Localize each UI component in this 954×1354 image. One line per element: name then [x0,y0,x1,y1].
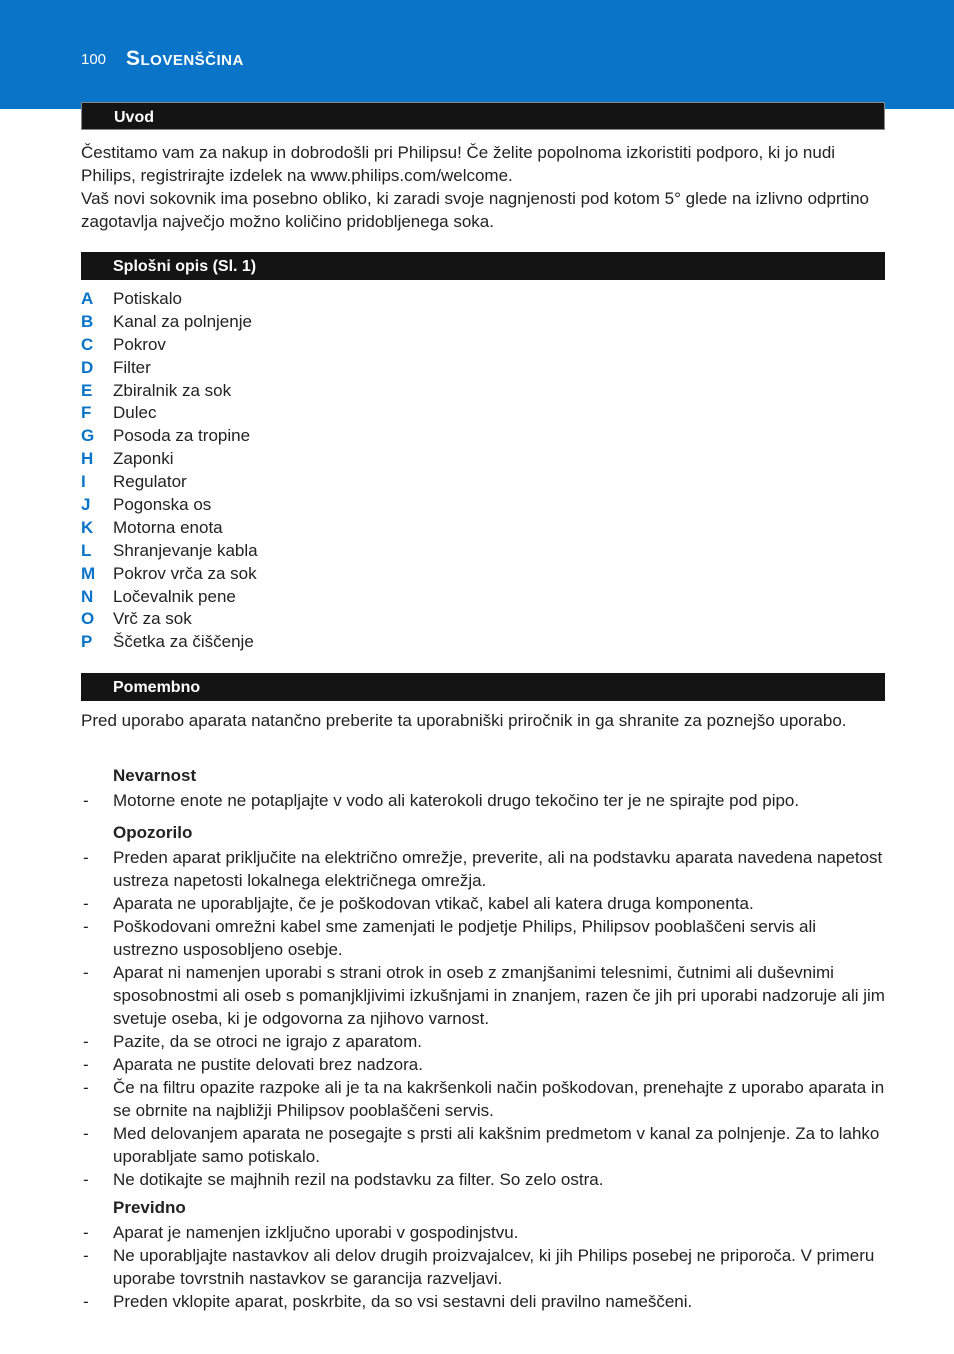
bullet-text: Aparata ne uporabljajte, če je poškodovan vtikač, kabel ali katera druga komponenta. [113,894,754,913]
part-label: Motorna enota [113,517,223,537]
part-letter: N [81,586,94,606]
bullet-dash: - [83,963,89,982]
warning-heading: Opozorilo [113,823,193,842]
part-label: Ločevalnik pene [113,586,236,606]
part-letter: P [81,632,93,652]
list-item [81,1076,885,1122]
bullet-dash: - [83,894,89,913]
intro-paragraph-1: Čestitamo vam za nakup in dobrodošli pri Philipsu! Če želite popolnoma izkoristiti podporo, ki jo nudi Philips, registrirajte izdelek na www.philips.com/welcome. [81,143,836,185]
intro-paragraph-2: Vaš novi sokovnik ima posebno obliko, ki zaradi svoje nagnjenosti pod kotom 5° glede na izlivno odprtino zagotavlja največjo možno količino pridobljenega soka. [81,189,870,231]
list-item [81,402,258,425]
part-letter: B [81,311,94,331]
part-label: Zaponki [113,449,174,469]
part-label: Ščetka za čiščenje [113,632,254,652]
list-item [81,1221,885,1244]
bullet-dash: - [83,1170,89,1189]
part-label: Zbiralnik za sok [113,380,232,400]
list-item [81,961,885,1030]
part-label: Pogonska os [113,495,212,515]
bullet-text: Aparat ni namenjen uporabi s strani otrok in oseb z zmanjšanimi telesnimi, čutnimi ali duševnimi sposobnostmi ali oseb s pomanjkljivimi izkušnjami in znanjem, razen če jih pri uporabi nadzoruje ali jim svetuje oseba, ki je odgovorna za njihovo varnost. [113,963,885,1028]
list-item [81,789,885,812]
list-item [81,1030,885,1053]
part-letter: A [81,289,94,308]
part-letter: H [81,449,94,469]
list-item [81,380,258,403]
bullet-dash: - [83,848,89,867]
part-letter: E [81,380,93,400]
part-letter: L [81,540,92,560]
bullet-dash: - [83,917,89,936]
bullet-text: Med delovanjem aparata ne posegajte s prsti ali kakšnim predmetom v kanal za polnjenje. Za to lahko uporabljate samo potiskalo. [113,1124,880,1166]
bullet-text: Preden vklopite aparat, poskrbite, da so vsi sestavni deli pravilno nameščeni. [113,1292,693,1311]
list-item [81,563,258,586]
part-label: Dulec [113,403,157,423]
bullet-text: Če na filtru opazite razpoke ali je ta na kakršenkoli način poškodovan, prenehajte z uporabo aparata in se obrnite na najbližji Philipsov pooblaščeni servis. [113,1078,885,1120]
part-letter: J [81,495,91,515]
list-item [81,311,258,334]
bullet-dash: - [83,1246,89,1265]
part-letter: I [81,472,86,492]
list-item [81,448,258,471]
list-item [81,517,258,540]
section-heading-general-description: Splošni opis (Sl. 1) [81,252,885,280]
part-label: Filter [113,357,151,377]
bullet-text: Preden aparat priključite na električno omrežje, preverite, ali na podstavku aparata navedena napetost ustreza napetosti lokalnega električnega omrežja. [113,848,883,890]
part-label: Pokrov [113,334,166,354]
list-item [81,1168,885,1191]
important-intro: Pred uporabo aparata natančno preberite ta uporabniški priročnik in ga shranite za poznejšo uporabo. [81,711,847,730]
part-label: Vrč za sok [113,609,192,629]
part-letter: F [81,403,92,423]
list-item [81,1122,885,1168]
bullet-dash: - [83,1078,89,1097]
part-label: Regulator [113,472,187,492]
list-item [81,357,258,380]
bullet-dash: - [83,1223,89,1242]
part-letter: K [81,517,94,537]
part-letter: O [81,609,95,629]
bullet-dash: - [83,1124,89,1143]
list-item [81,334,258,357]
part-label: Kanal za polnjenje [113,311,252,331]
list-item [81,471,258,494]
section-heading-important: Pomembno [81,673,885,701]
list-item [81,586,258,609]
part-label: Pokrov vrča za sok [113,563,257,583]
warning-list [81,846,885,1191]
parts-list [81,288,258,654]
bullet-dash: - [83,1055,89,1074]
danger-list [81,789,885,812]
bullet-text: Ne uporabljajte nastavkov ali delov drugih proizvajalcev, ki jih Philips posebej ne priporoča. V primeru uporabe tovrstnih nastavkov se garancija razveljavi. [113,1246,875,1288]
list-item [81,1244,885,1290]
list-item [81,631,258,654]
section-heading-uvod: Uvod [81,102,885,130]
part-letter: C [81,334,94,354]
list-item [81,425,258,448]
part-letter: G [81,426,95,446]
list-item [81,540,258,563]
list-item [81,288,258,311]
part-letter: M [81,563,96,583]
list-item [81,915,885,961]
part-label: Shranjevanje kabla [113,540,258,560]
list-item [81,1053,885,1076]
bullet-text: Aparata ne pustite delovati brez nadzora. [113,1055,423,1074]
page-number: 100 [81,51,107,68]
list-item [81,494,258,517]
list-item [81,892,885,915]
part-letter: D [81,357,94,377]
danger-heading: Nevarnost [113,766,197,785]
list-item [81,1290,885,1313]
bullet-dash: - [83,1292,89,1311]
list-item [81,608,258,631]
bullet-text: Aparat je namenjen izključno uporabi v gospodinjstvu. [113,1223,519,1242]
bullet-text: Pazite, da se otroci ne igrajo z aparatom. [113,1032,422,1051]
bullet-text: Poškodovani omrežni kabel sme zamenjati le podjetje Philips, Philipsov pooblaščeni servis ali ustrezno usposobljeno osebje. [113,917,817,959]
bullet-text: Ne dotikajte se majhnih rezil na podstavku za filter. So zelo ostra. [113,1170,604,1189]
bullet-dash: - [83,1032,89,1051]
caution-list [81,1221,885,1313]
list-item [81,846,885,892]
bullet-dash: - [83,791,89,810]
bullet-text: Motorne enote ne potapljajte v vodo ali katerokoli drugo tekočino ter je ne spirajte pod pipo. [113,791,800,810]
language-title: Slovenščina [126,47,244,70]
caution-heading: Previdno [113,1198,186,1217]
part-label: Posoda za tropine [113,426,251,446]
part-label: Potiskalo [113,289,182,308]
